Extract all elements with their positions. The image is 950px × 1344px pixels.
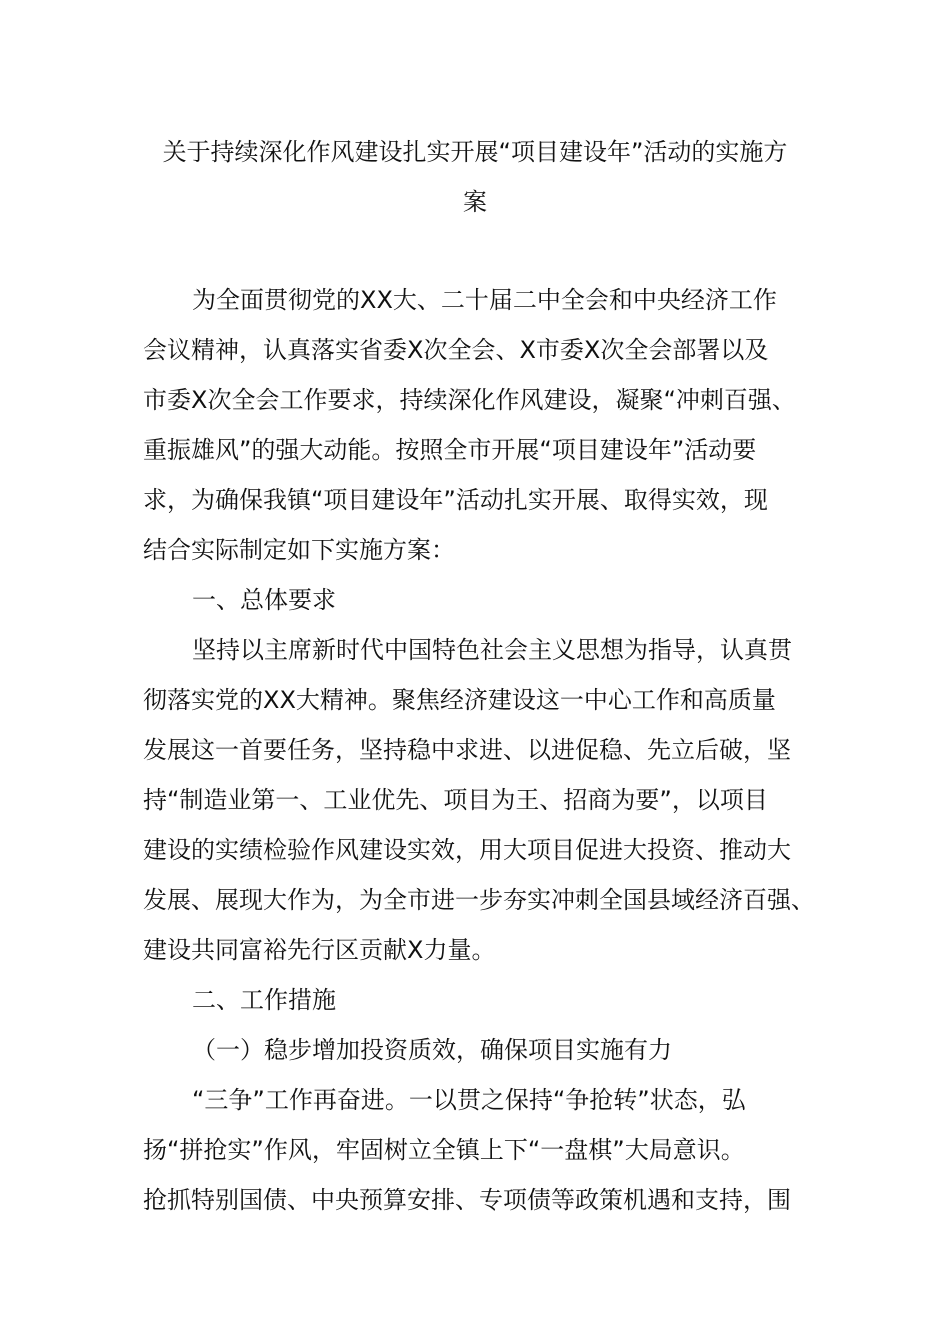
paragraph-line: 市委X次全会工作要求，持续深化作风建设，凝聚“冲刺百强、 [143,386,796,414]
paragraph-line: 坚持以主席新时代中国特色社会主义思想为指导，认真贯 [192,636,792,664]
paragraph-line: 发展这一首要任务，坚持稳中求进、以进促稳、先立后破，坚 [143,736,791,764]
document-title-line-1: 关于持续深化作风建设扎实开展“项目建设年”活动的实施方 [162,138,788,166]
paragraph-line: 彻落实党的XX大精神。聚焦经济建设这一中心工作和高质量 [143,686,776,714]
paragraph-line: 为全面贯彻党的XX大、二十届二中全会和中央经济工作 [192,286,777,314]
section-heading: 一、总体要求 [192,586,336,614]
section-heading: 二、工作措施 [192,986,336,1014]
paragraph-line: 重振雄风”的强大动能。按照全市开展“项目建设年”活动要 [143,436,757,464]
paragraph-line: 持“制造业第一、工业优先、项目为王、招商为要”，以项目 [143,786,768,814]
paragraph-line: 建设共同富裕先行区贡献X力量。 [143,936,496,964]
paragraph-line: 求，为确保我镇“项目建设年”活动扎实开展、取得实效，现 [143,486,768,514]
paragraph-line: 抢抓特别国债、中央预算安排、专项债等政策机遇和支持，围 [143,1186,791,1214]
subsection-heading: （一）稳步增加投资质效，确保项目实施有力 [192,1036,672,1064]
paragraph-line: 建设的实绩检验作风建设实效，用大项目促进大投资、推动大 [143,836,791,864]
document-title-line-2: 案 [463,188,487,216]
paragraph-line: 发展、展现大作为，为全市进一步夯实冲刺全国县域经济百强、 [143,886,815,914]
paragraph-line: 会议精神，认真落实省委X次全会、X市委X次全会部署以及 [143,336,769,364]
paragraph-line: 扬“拼抢实”作风，牢固树立全镇上下“一盘棋”大局意识。 [143,1136,745,1164]
paragraph-line: “三争”工作再奋进。一以贯之保持“争抢转”状态，弘 [192,1086,746,1114]
paragraph-line: 结合实际制定如下实施方案： [143,536,455,564]
